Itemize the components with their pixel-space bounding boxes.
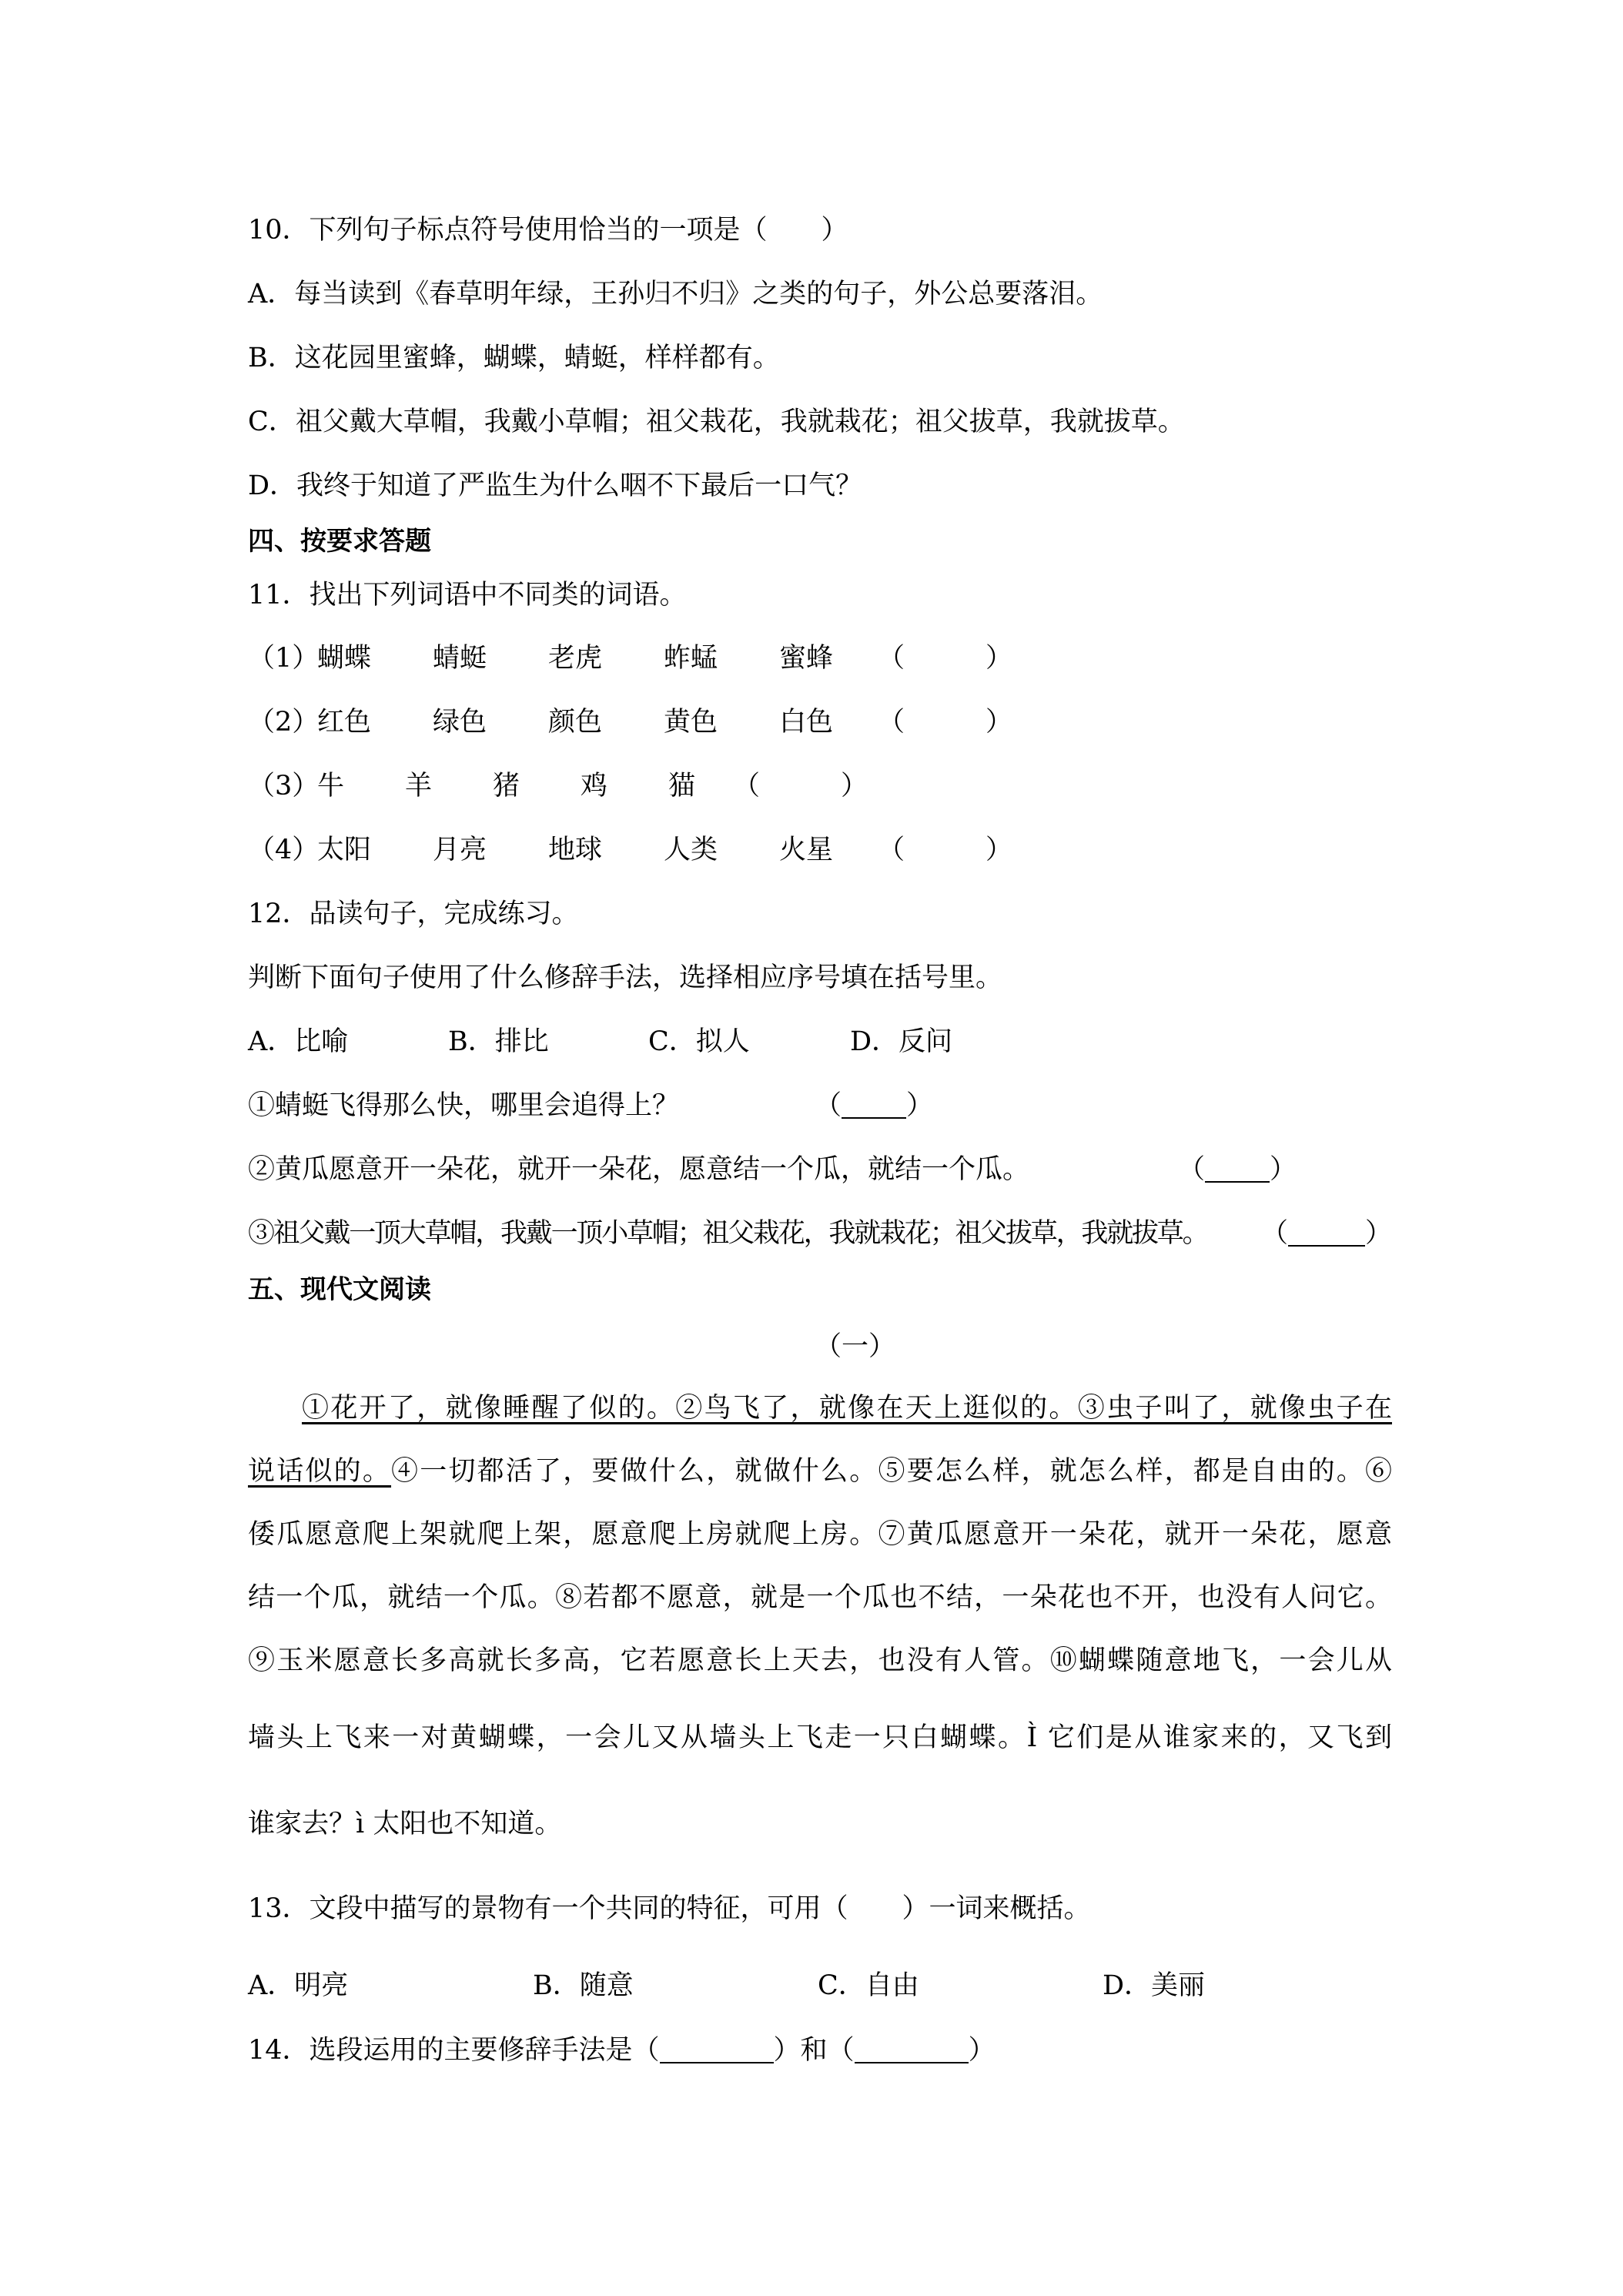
q14-stem — [248, 2037, 996, 2064]
section-5-title: 五、现代文阅读 — [248, 1274, 431, 1305]
word: 火星 — [779, 835, 834, 865]
blank-line — [1205, 1156, 1270, 1183]
answer-paren: （ ） — [878, 643, 1013, 674]
answer-blank[interactable] — [815, 1090, 934, 1121]
item-text: ③祖父戴一顶大草帽，我戴一顶小草帽；祖父栽花，我就栽花；祖父拔草，我就拔草。 — [248, 1218, 1208, 1249]
word: 牛 — [317, 771, 345, 802]
item-text: ②黄瓜愿意开一朵花，就开一朵花，愿意结一个瓜，就结一个瓜。 — [248, 1154, 1030, 1185]
passage-line-5: ⑨玉米愿意长多高就长多高，它若愿意长上天去，也没有人管。⑩蝴蝶随意地飞，一会儿从 — [248, 1645, 1392, 1676]
close-paren: ） — [906, 1090, 934, 1121]
q12-instruction: 判断下面句子使用了什么修辞手法，选择相应序号填在括号里。 — [248, 962, 1003, 993]
q10-option-a: A．每当读到《春草明年绿，王孙归不归》之类的句子，外公总要落泪。 — [248, 279, 1103, 310]
word: 人类 — [664, 835, 718, 865]
word: 蝴蝶 — [317, 643, 372, 674]
answer-blank-1[interactable] — [660, 2037, 774, 2063]
passage-text: ④一切都活了，要做什么，就做什么。⑤要怎么样，就怎么样，都是自由的。⑥ — [391, 1456, 1392, 1487]
passage-line-2 — [248, 1458, 1392, 1485]
group-number: （2） — [248, 707, 320, 738]
q13-stem: 13．文段中描写的景物有一个共同的特征，可用（ ）一词来概括。 — [248, 1893, 1091, 1924]
section-4-title: 四、按要求答题 — [248, 526, 431, 557]
word: 绿色 — [433, 707, 487, 738]
word: 蚱蜢 — [664, 643, 718, 674]
word: 羊 — [405, 771, 433, 802]
passage-line-4: 结一个瓜，就结一个瓜。⑧若都不愿意，就是一个瓜也不结，一朵花也不开，也没有人问它。 — [248, 1582, 1392, 1613]
word: 猫 — [668, 771, 696, 802]
passage-line-7: 谁家去？ì 太阳也不知道。 — [248, 1809, 562, 1839]
passage-line-6: 墙头上飞来一对黄蝴蝶，一会儿又从墙头上飞走一只白蝴蝶。Ì 它们是从谁家来的，又飞到 — [248, 1722, 1392, 1753]
word: 鸡 — [581, 771, 608, 802]
answer-blank-2[interactable] — [855, 2037, 969, 2063]
choice-c: C．拟人 — [648, 1026, 750, 1057]
choice-b: B．排比 — [448, 1026, 549, 1057]
word: 黄色 — [664, 707, 718, 738]
blank-line — [1288, 1220, 1365, 1247]
word: 月亮 — [433, 835, 487, 865]
passage-line-1 — [302, 1395, 1392, 1422]
answer-blank[interactable] — [1178, 1156, 1297, 1183]
open-paren: （ — [1178, 1154, 1206, 1185]
q14-suffix: ） — [968, 2035, 996, 2066]
group-number: （1） — [248, 643, 320, 674]
passage-subtitle: （一） — [815, 1331, 896, 1362]
underlined-text: ①花开了，就像睡醒了似的。②鸟飞了，就像在天上逛似的。③虫子叫了，就像虫子在 — [302, 1393, 1392, 1424]
answer-paren: （ ） — [878, 835, 1013, 865]
group-number: （4） — [248, 835, 320, 865]
passage-line-3: 倭瓜愿意爬上架就爬上架，愿意爬上房就爬上房。⑦黄瓜愿意开一朵花，就开一朵花，愿意 — [248, 1519, 1392, 1550]
group-number: （3） — [248, 771, 320, 802]
choice-d: D．美丽 — [1103, 1970, 1206, 2001]
word: 猪 — [493, 771, 520, 802]
q14-prefix: 14．选段运用的主要修辞手法是（ — [248, 2035, 660, 2066]
answer-paren: （ ） — [878, 707, 1013, 738]
blank-line — [842, 1093, 906, 1119]
word: 蜜蜂 — [779, 643, 834, 674]
word: 白色 — [779, 707, 834, 738]
word: 地球 — [548, 835, 603, 865]
word: 太阳 — [317, 835, 372, 865]
word: 红色 — [317, 707, 372, 738]
open-paren: （ — [815, 1090, 842, 1121]
choice-b: B．随意 — [533, 1970, 634, 2001]
word: 老虎 — [548, 643, 603, 674]
underlined-text: 说话似的。 — [248, 1456, 392, 1487]
q10-option-d: D．我终于知道了严监生为什么咽不下最后一口气？ — [248, 470, 863, 501]
q14-middle: ）和（ — [773, 2035, 855, 2066]
open-paren: （ — [1261, 1218, 1289, 1249]
item-text: ①蜻蜓飞得那么快，哪里会追得上？ — [248, 1090, 680, 1121]
answer-blank[interactable] — [1261, 1220, 1392, 1247]
q10-option-c: C．祖父戴大草帽，我戴小草帽；祖父栽花，我就栽花；祖父拔草，我就拔草。 — [248, 407, 1185, 437]
choice-a: A．明亮 — [248, 1970, 349, 2001]
q10-stem: 10．下列句子标点符号使用恰当的一项是（ ） — [248, 215, 848, 246]
answer-paren: （ ） — [733, 771, 868, 802]
q12-stem: 12．品读句子，完成练习。 — [248, 899, 579, 929]
choice-a: A．比喻 — [248, 1026, 349, 1057]
close-paren: ） — [1270, 1154, 1297, 1185]
choice-d: D．反问 — [850, 1026, 953, 1057]
choice-c: C．自由 — [818, 1970, 919, 2001]
q10-option-b: B．这花园里蜜蜂，蝴蝶，蜻蜓，样样都有。 — [248, 343, 780, 373]
word: 蜻蜓 — [433, 643, 487, 674]
word: 颜色 — [548, 707, 603, 738]
close-paren: ） — [1365, 1218, 1393, 1249]
q11-stem: 11．找出下列词语中不同类的词语。 — [248, 580, 687, 611]
